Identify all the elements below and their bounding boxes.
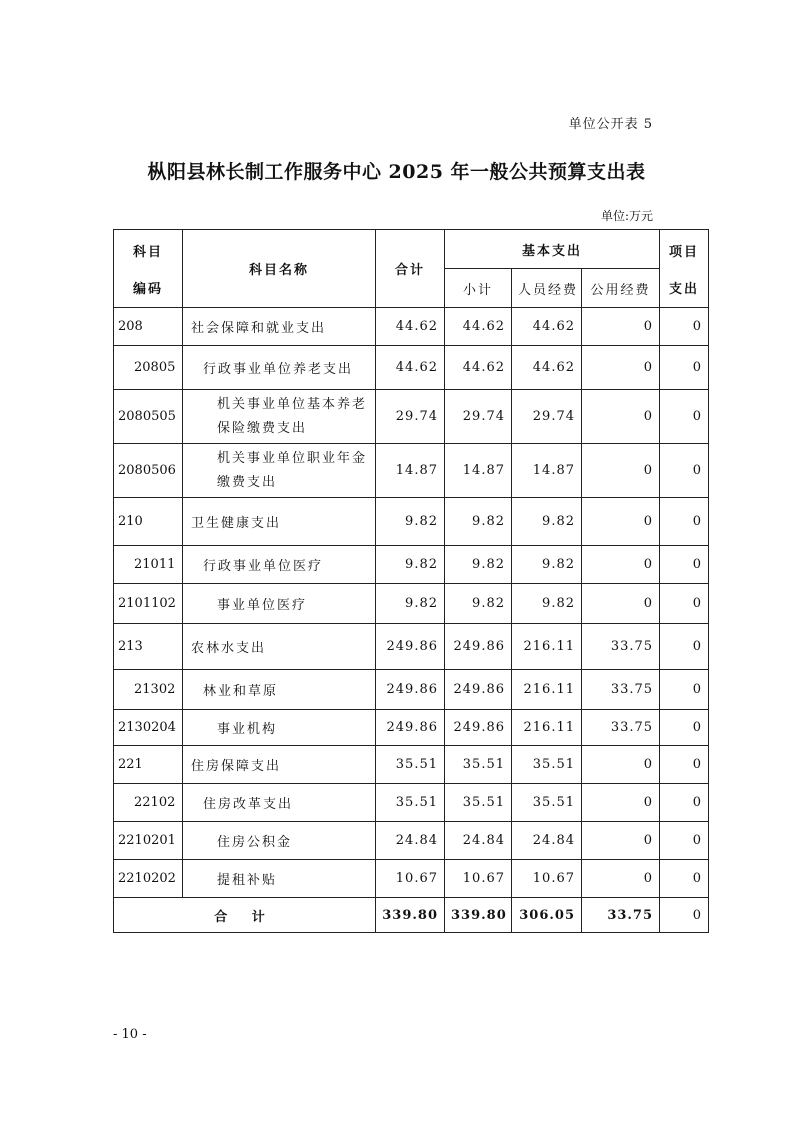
- row-subtotal: 44.62: [445, 346, 512, 390]
- table-row: [114, 584, 709, 624]
- header-project-top: 项目: [669, 244, 700, 260]
- row-total: 249.86: [376, 710, 445, 746]
- table-row: [114, 546, 709, 584]
- row-subtotal: 9.82: [445, 498, 512, 546]
- row-project: 0: [660, 390, 709, 444]
- row-project: 0: [660, 498, 709, 546]
- row-personnel: 9.82: [512, 498, 582, 546]
- table-row: [114, 346, 709, 390]
- row-subtotal: 44.62: [445, 308, 512, 346]
- row-code: 208: [114, 308, 183, 346]
- row-total: 35.51: [376, 746, 445, 784]
- row-personnel: 35.51: [512, 746, 582, 784]
- row-personnel: 9.82: [512, 546, 582, 584]
- row-code: 210: [114, 498, 183, 546]
- row-personnel: 14.87: [512, 444, 582, 498]
- row-code: 20805: [114, 346, 183, 390]
- row-public: 0: [582, 860, 660, 898]
- page-label: 单位公开表 5: [568, 117, 653, 132]
- row-name: 事业机构: [183, 710, 376, 746]
- row-personnel: 216.11: [512, 670, 582, 710]
- row-personnel: 216.11: [512, 710, 582, 746]
- row-personnel: 44.62: [512, 346, 582, 390]
- row-name: 卫生健康支出: [183, 498, 376, 546]
- total-subtotal: 339.80: [445, 898, 512, 933]
- header-name: 科目名称: [183, 230, 376, 308]
- total-public: 33.75: [582, 898, 660, 933]
- row-total: 10.67: [376, 860, 445, 898]
- header-code: [114, 230, 183, 308]
- header-public: 公用经费: [582, 269, 660, 308]
- row-subtotal: 249.86: [445, 710, 512, 746]
- row-project: 0: [660, 822, 709, 860]
- table-row: [114, 822, 709, 860]
- row-public: 0: [582, 584, 660, 624]
- header-total: 合计: [376, 230, 445, 308]
- row-name: 行政事业单位医疗: [183, 546, 376, 584]
- total-project: 0: [660, 898, 709, 933]
- row-project: 0: [660, 860, 709, 898]
- row-subtotal: 29.74: [445, 390, 512, 444]
- page-number: - 10 -: [113, 1027, 147, 1042]
- row-name: 住房改革支出: [183, 784, 376, 822]
- table-row: [114, 308, 709, 346]
- total-label: 合 计: [114, 898, 376, 933]
- row-personnel: 35.51: [512, 784, 582, 822]
- row-code: 2080506: [114, 444, 183, 498]
- row-name: 机关事业单位基本养老保险缴费支出: [183, 390, 376, 444]
- table-row: [114, 670, 709, 710]
- row-name: 住房公积金: [183, 822, 376, 860]
- table-row: [114, 746, 709, 784]
- row-public: 0: [582, 822, 660, 860]
- row-name: 住房保障支出: [183, 746, 376, 784]
- row-project: 0: [660, 746, 709, 784]
- row-total: 9.82: [376, 546, 445, 584]
- row-code: 221: [114, 746, 183, 784]
- row-subtotal: 249.86: [445, 624, 512, 670]
- budget-table: [113, 229, 709, 933]
- row-code: 21302: [114, 670, 183, 710]
- row-total: 249.86: [376, 670, 445, 710]
- row-name: 行政事业单位养老支出: [183, 346, 376, 390]
- row-total: 9.82: [376, 498, 445, 546]
- row-public: 33.75: [582, 710, 660, 746]
- row-project: 0: [660, 710, 709, 746]
- row-name: 机关事业单位职业年金缴费支出: [183, 444, 376, 498]
- table-row: [114, 784, 709, 822]
- row-public: 0: [582, 444, 660, 498]
- row-project: 0: [660, 308, 709, 346]
- row-name: 农林水支出: [183, 624, 376, 670]
- row-public: 0: [582, 390, 660, 444]
- row-public: 0: [582, 746, 660, 784]
- row-personnel: 216.11: [512, 624, 582, 670]
- row-public: 33.75: [582, 670, 660, 710]
- row-total: 14.87: [376, 444, 445, 498]
- row-project: 0: [660, 784, 709, 822]
- row-subtotal: 10.67: [445, 860, 512, 898]
- row-project: 0: [660, 546, 709, 584]
- row-total: 35.51: [376, 784, 445, 822]
- table-row: [114, 710, 709, 746]
- row-personnel: 24.84: [512, 822, 582, 860]
- row-name: 提租补贴: [183, 860, 376, 898]
- row-subtotal: 35.51: [445, 784, 512, 822]
- table-row: [114, 498, 709, 546]
- row-total: 9.82: [376, 584, 445, 624]
- row-code: 22102: [114, 784, 183, 822]
- table-row: [114, 624, 709, 670]
- row-project: 0: [660, 444, 709, 498]
- header-project-bottom: 支出: [669, 281, 700, 297]
- row-name: 社会保障和就业支出: [183, 308, 376, 346]
- row-personnel: 44.62: [512, 308, 582, 346]
- header-personnel: 人员经费: [512, 269, 582, 308]
- page-title: 枞阳县林长制工作服务中心 2025 年一般公共预算支出表: [147, 161, 646, 183]
- table-row: [114, 390, 709, 444]
- total-personnel: 306.05: [512, 898, 582, 933]
- row-public: 0: [582, 498, 660, 546]
- row-code: 2210201: [114, 822, 183, 860]
- row-public: 0: [582, 546, 660, 584]
- row-subtotal: 24.84: [445, 822, 512, 860]
- row-project: 0: [660, 624, 709, 670]
- header-project: [660, 230, 709, 308]
- row-name: 林业和草原: [183, 670, 376, 710]
- row-subtotal: 9.82: [445, 546, 512, 584]
- row-code: 2080505: [114, 390, 183, 444]
- row-subtotal: 249.86: [445, 670, 512, 710]
- header-code-top: 科目: [132, 244, 163, 260]
- row-code: 2130204: [114, 710, 183, 746]
- row-total: 44.62: [376, 346, 445, 390]
- table-row: [114, 444, 709, 498]
- row-public: 0: [582, 308, 660, 346]
- row-subtotal: 9.82: [445, 584, 512, 624]
- header-subtotal: 小计: [445, 269, 512, 308]
- row-code: 2101102: [114, 584, 183, 624]
- row-code: 2210202: [114, 860, 183, 898]
- row-project: 0: [660, 584, 709, 624]
- row-total: 29.74: [376, 390, 445, 444]
- header-code-bottom: 编码: [132, 281, 163, 297]
- row-subtotal: 14.87: [445, 444, 512, 498]
- row-project: 0: [660, 346, 709, 390]
- row-code: 21011: [114, 546, 183, 584]
- row-public: 0: [582, 784, 660, 822]
- row-total: 24.84: [376, 822, 445, 860]
- row-total: 44.62: [376, 308, 445, 346]
- row-public: 33.75: [582, 624, 660, 670]
- row-name: 事业单位医疗: [183, 584, 376, 624]
- total-row: [114, 898, 709, 933]
- row-public: 0: [582, 346, 660, 390]
- header-basic: 基本支出: [445, 230, 660, 269]
- total-total: 339.80: [376, 898, 445, 933]
- row-code: 213: [114, 624, 183, 670]
- row-project: 0: [660, 670, 709, 710]
- unit-label: 单位:万元: [600, 209, 653, 223]
- row-personnel: 9.82: [512, 584, 582, 624]
- row-personnel: 29.74: [512, 390, 582, 444]
- row-total: 249.86: [376, 624, 445, 670]
- row-personnel: 10.67: [512, 860, 582, 898]
- table-row: [114, 860, 709, 898]
- row-subtotal: 35.51: [445, 746, 512, 784]
